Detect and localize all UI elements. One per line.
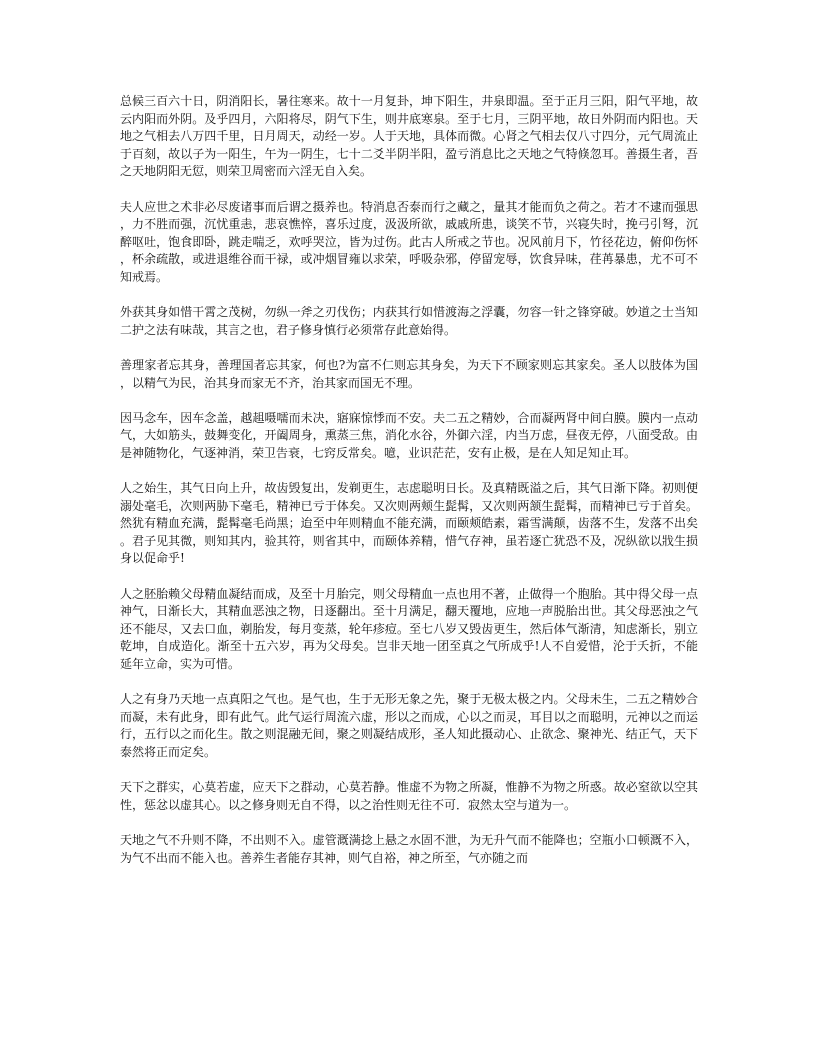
paragraph-3: 外获其身如惜干霄之茂树，勿纵一斧之刃伐伤；内获其行如惜渡海之浮囊，勿容一针之锋穿破。妙道之士当知二护之法有味哉，其言之也，君子修身慎行必须常存此意始得。 bbox=[120, 305, 698, 337]
paragraph-6: 人之始生，其气日向上升，故齿毁复出，发剃更生，志虑聪明日长。及真精既溢之后，其气日渐下降。初则便溺处毫毛，次则两胁下毫毛，精神已亏于体矣。又次则两颊生髭髯，又次则两颔生髭髯，而精神已亏于首矣。然犹有精血充满，髭髯毫毛尚黑；迨至中年则精血不能充满，而颐颊皓素，霜雪满颠，齿落不生，发落不出矣。君子见其微，则知其内，验其符，则省其中，而颐体养精，惜气存神，虽若逐亡犹恐不及，况纵欲以戕生损身以促命乎! bbox=[120, 481, 698, 566]
paragraph-2: 夫人应世之术非必尽废诸事而后谓之摄养也。特消息否泰而行之藏之，量其才能而负之荷之。若才不逮而强思，力不胜而强，沉忧重恚，悲哀憔悴，喜乐过度，汲汲所欲，戚戚所患，谈笑不节，兴寝失时，挽弓引弩，沉醉呕吐，饱食即卧，跳走喘乏，欢呼哭泣，皆为过伤。此古人所戒之节也。况风前月下，竹径花边，俯仰伤怀，杯余疏散，或进退维谷而干禄，或冲烟冒雍以求荣，呼吸杂邪，停留宠辱，饮食异味，荏苒暴患，尤不可不知戒焉。 bbox=[120, 199, 698, 284]
paragraph-5: 因马念车，因车念盖，越趄嗫嚅而未决，寤寐惊悸而不安。夫二五之精妙，合而凝两肾中间白膜。膜内一点动气，大如筋头，鼓舞变化，开阖周身，熏蒸三焦，消化水谷，外御六淫，内当万虑，昼夜无停，八面受敌。由是神随物化，气逐神消，荣卫告衰，七窍反常矣。噫，业识茫茫，安有止极，是在人知足知止耳。 bbox=[120, 410, 698, 460]
paragraph-9: 天下之群实，心莫若虚，应天下之群动，心莫若静。惟虚不为物之所凝，惟静不为物之所惑。故必窒欲以空其性，惩忿以虚其心。以之修身则无自不得，以之治性则无往不可．寂然太空与道为一。 bbox=[120, 780, 698, 812]
paragraph-7: 人之胚胎赖父母精血凝结而成，及至十月胎完，则父母精血一点也用不著，止做得一个胞胎。其中得父母一点神气，日渐长大，其精血恶浊之物，日逐翻出。至十月满足，翻天覆地，应地一声脱胎出世。其父母恶浊之气还不能尽，又去口血，剃胎发，每月变蒸，轮年疹痘。至七八岁又毁齿更生，然后体气渐清，知虑渐长，别立乾坤，自成造化。渐至十五六岁，再为父母矣。岂非天地一团至真之气所成乎!人不自爱惜，沦于夭折，不能延年立命，实为可惜。 bbox=[120, 586, 698, 671]
document-page bbox=[120, 93, 698, 885]
paragraph-4: 善理家者忘其身，善理国者忘其家，何也?为富不仁则忘其身矣，为天下不顾家则忘其家矣。圣人以肢体为国，以精气为民，治其身而家无不齐，治其家而国无不理。 bbox=[120, 357, 698, 390]
paragraph-10: 天地之气不升则不降，不出则不入。虚管溉满捻上悬之水固不泄，为无升气而不能降也；空瓶小口顿溉不入，为气不出而不能入也。善养生者能存其神，则气自裕，神之所至，气亦随之而 bbox=[120, 832, 698, 865]
paragraph-1: 总候三百六十日，阴消阳长，暑往寒来。故十一月复卦，坤下阳生，井泉即温。至于正月三阳，阳气平地，故云内阳而外阴。及乎四月，六阳将尽，阴气下生，则井底寒泉。至于七月，三阴平地，故日外阴而内阳也。天地之气相去八万四千里，日月周天，动经一岁。人于天地，具体而微。心肾之气相去仅八寸四分，元气周流止于百刻，故以子为一阳生，午为一阴生，七十二爻半阴半阳，盈亏消息比之天地之气特倏忽耳。善摄生者，吾之天地阴阳无愆，则荣卫周密而六淫无自入矣。 bbox=[120, 94, 698, 179]
paragraph-8: 人之有身乃天地一点真阳之气也。是气也，生于无形无象之先，聚于无极太极之内。父母未生，二五之精妙合而凝，未有此身，即有此气。此气运行周流六虚，形以之而成，心以之而灵，耳目以之而聪明，元神以之而运行，五行以之而化生。散之则混融无间，聚之则凝结成形，圣人知此摄动心、止欲念、聚神光、结正气，天下泰然将正而定矣。 bbox=[120, 692, 698, 759]
